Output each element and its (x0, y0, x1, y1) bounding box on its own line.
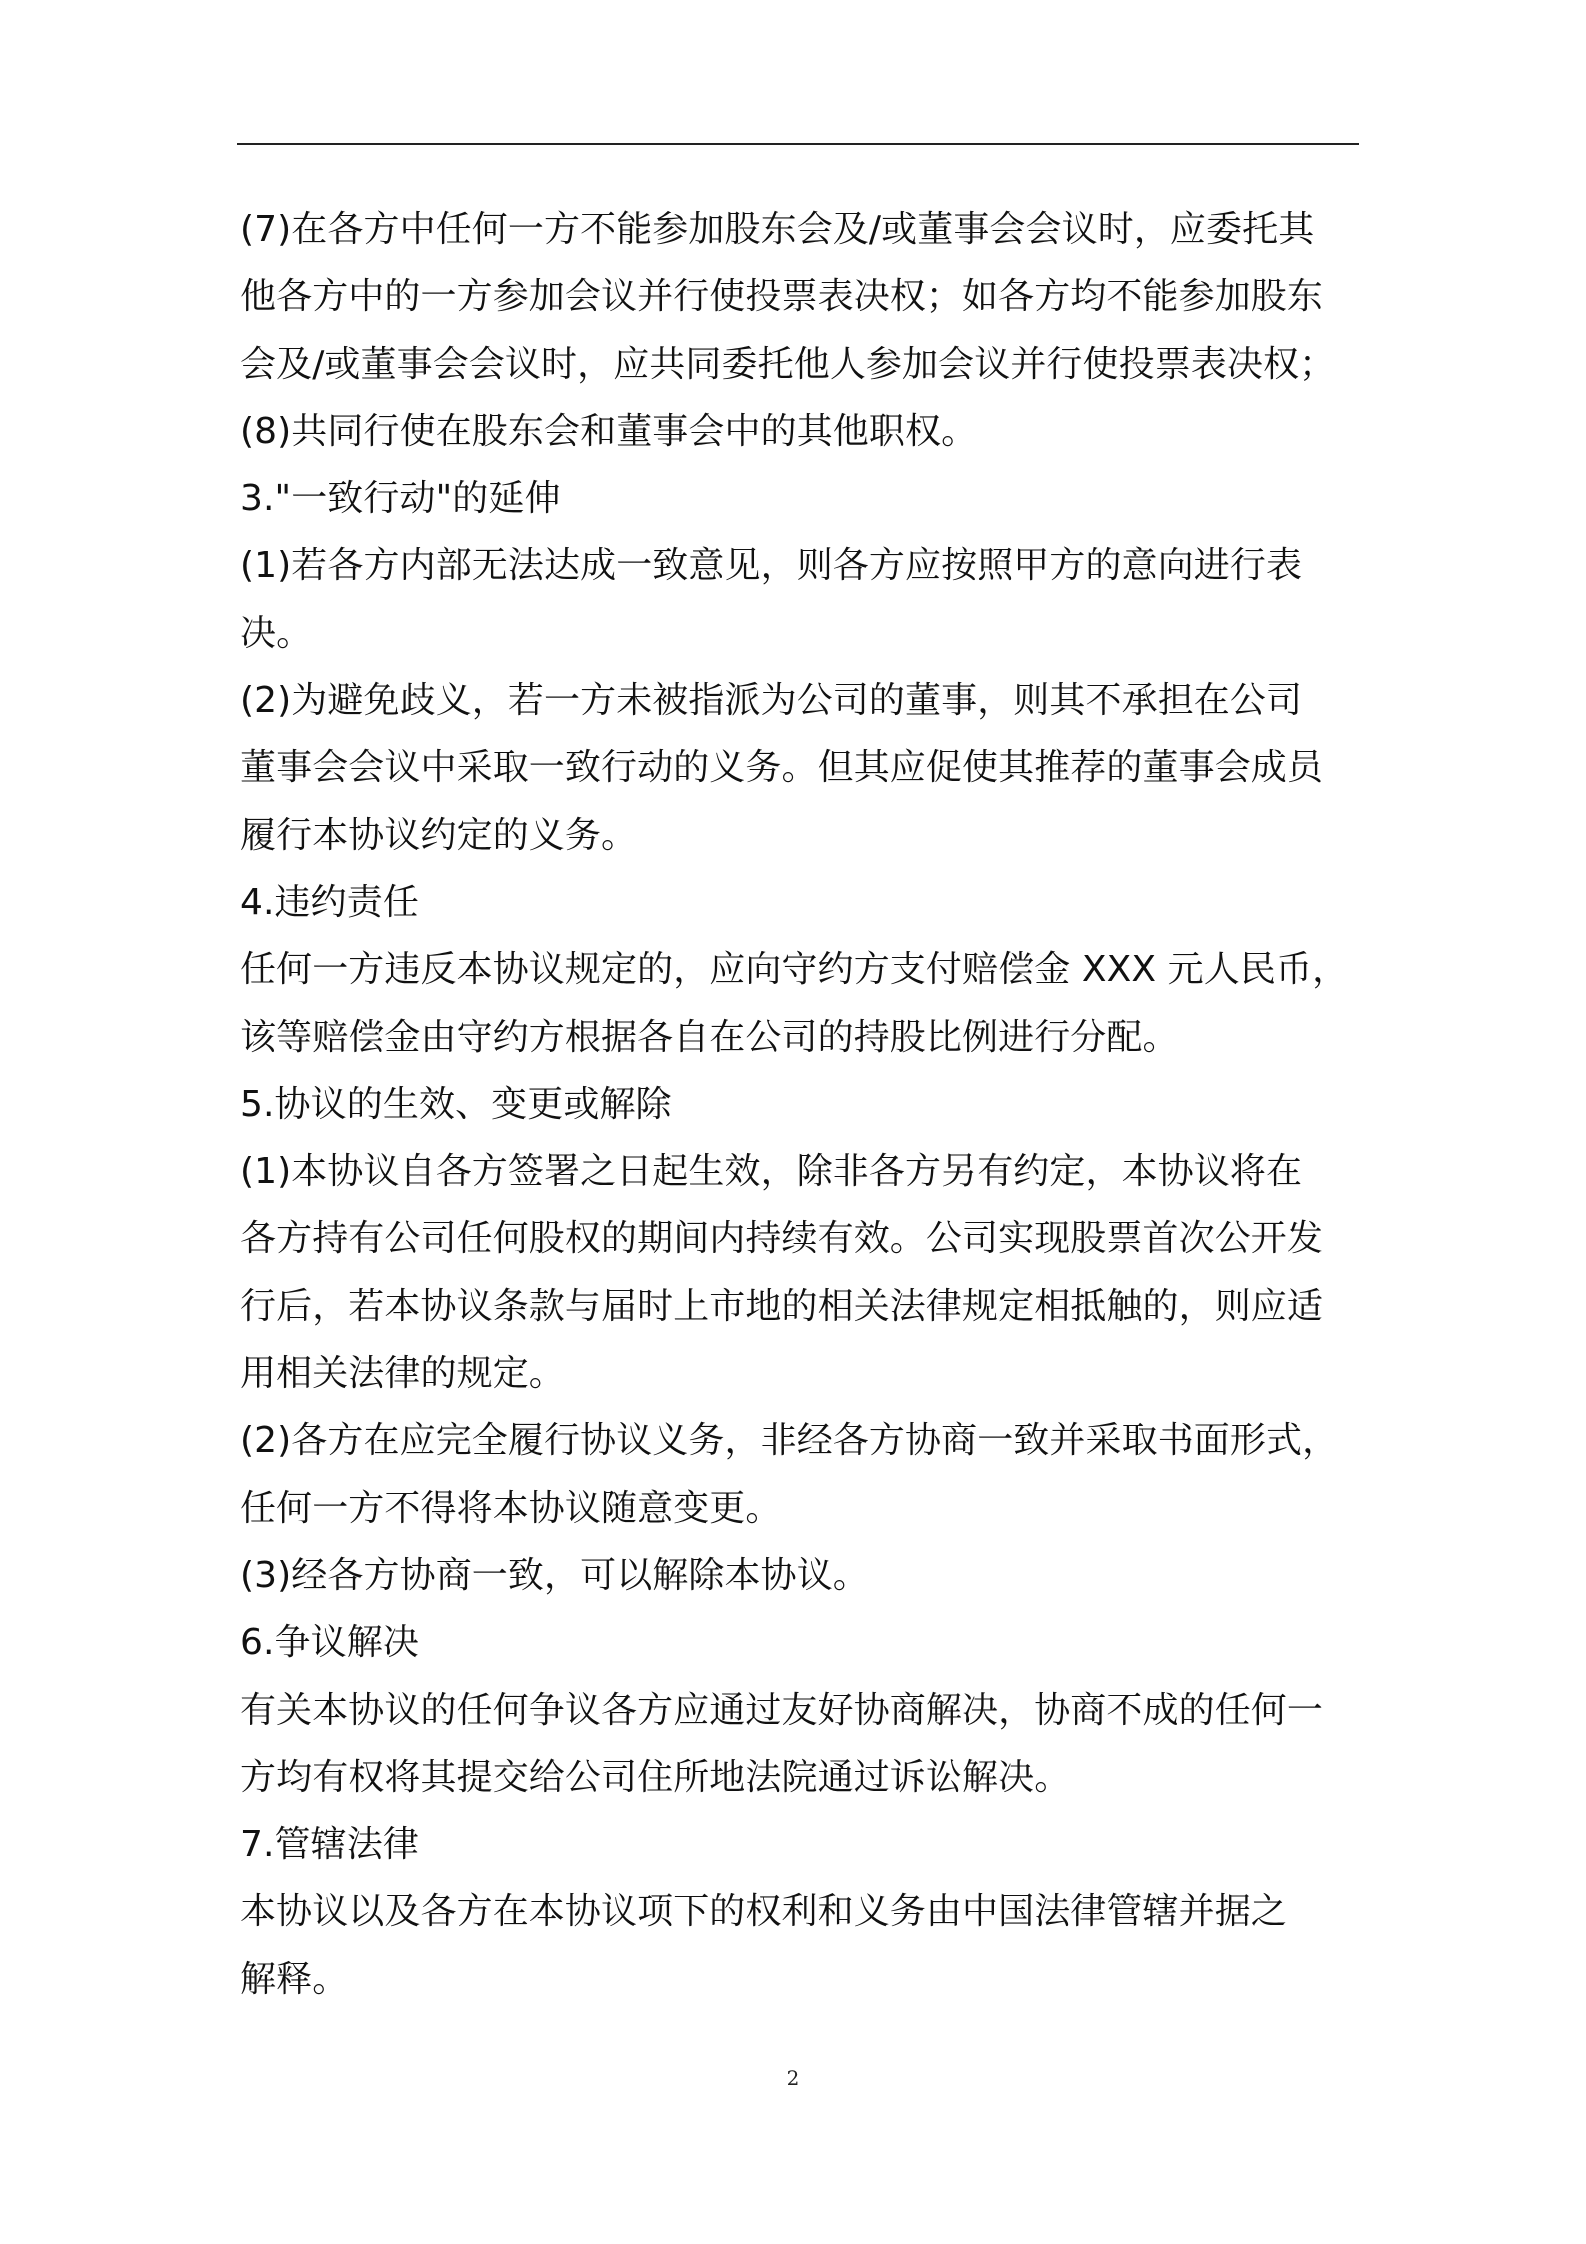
text-line: 各方持有公司任何股权的期间内持续有效。公司实现股票首次公开发 (240, 1218, 1324, 1260)
text-line: 任何一方不得将本协议随意变更。 (240, 1487, 782, 1529)
text-line: 方均有权将其提交给公司住所地法院通过诉讼解决。 (240, 1756, 1071, 1798)
section-heading: 3."一致行动"的延伸 (240, 478, 561, 520)
text-line: 董事会会议中采取一致行动的义务。但其应促使其推荐的董事会成员 (240, 747, 1324, 789)
section-heading: 5.协议的生效、变更或解除 (240, 1083, 672, 1125)
page-number: 2 (786, 2066, 800, 2090)
text-line: (3)经各方协商一致，可以解除本协议。 (240, 1554, 869, 1596)
text-line: 用相关法律的规定。 (240, 1353, 565, 1395)
text-line: 解释。 (240, 1958, 349, 2000)
text-line: 本协议以及各方在本协议项下的权利和义务由中国法律管辖并据之 (240, 1891, 1287, 1933)
text-line: 行后，若本协议条款与届时上市地的相关法律规定相抵触的，则应适 (240, 1285, 1324, 1327)
text-line: 决。 (240, 612, 313, 654)
text-line: 履行本协议约定的义务。 (240, 814, 638, 856)
section-heading: 7.管辖法律 (240, 1824, 419, 1866)
text-line: 有关本协议的任何争议各方应通过友好协商解决，协商不成的任何一 (240, 1689, 1324, 1731)
text-line: 他各方中的一方参加会议并行使投票表决权；如各方均不能参加股东 (240, 276, 1324, 318)
header-rule (237, 143, 1359, 145)
text-line: (2)各方在应完全履行协议义务，非经各方协商一致并采取书面形式， (240, 1420, 1339, 1462)
text-line: (2)为避免歧义，若一方未被指派为公司的董事，则其不承担在公司 (240, 680, 1303, 722)
text-line: (1)若各方内部无法达成一致意见，则各方应按照甲方的意向进行表 (240, 545, 1303, 587)
text-line: 该等赔偿金由守约方根据各自在公司的持股比例进行分配。 (240, 1016, 1179, 1058)
document-body (240, 196, 1364, 2013)
text-line: 会及/或董事会会议时，应共同委托他人参加会议并行使投票表决权； (240, 343, 1336, 385)
section-heading: 6.争议解决 (240, 1622, 419, 1664)
text-line: 任何一方违反本协议规定的，应向守约方支付赔偿金 XXX 元人民币， (240, 949, 1349, 991)
text-line: (7)在各方中任何一方不能参加股东会及/或董事会会议时，应委托其 (240, 209, 1315, 250)
text-line: (1)本协议自各方签署之日起生效，除非各方另有约定，本协议将在 (240, 1151, 1303, 1193)
text-line: (8)共同行使在股东会和董事会中的其他职权。 (240, 410, 978, 452)
section-heading: 4.违约责任 (240, 881, 419, 923)
